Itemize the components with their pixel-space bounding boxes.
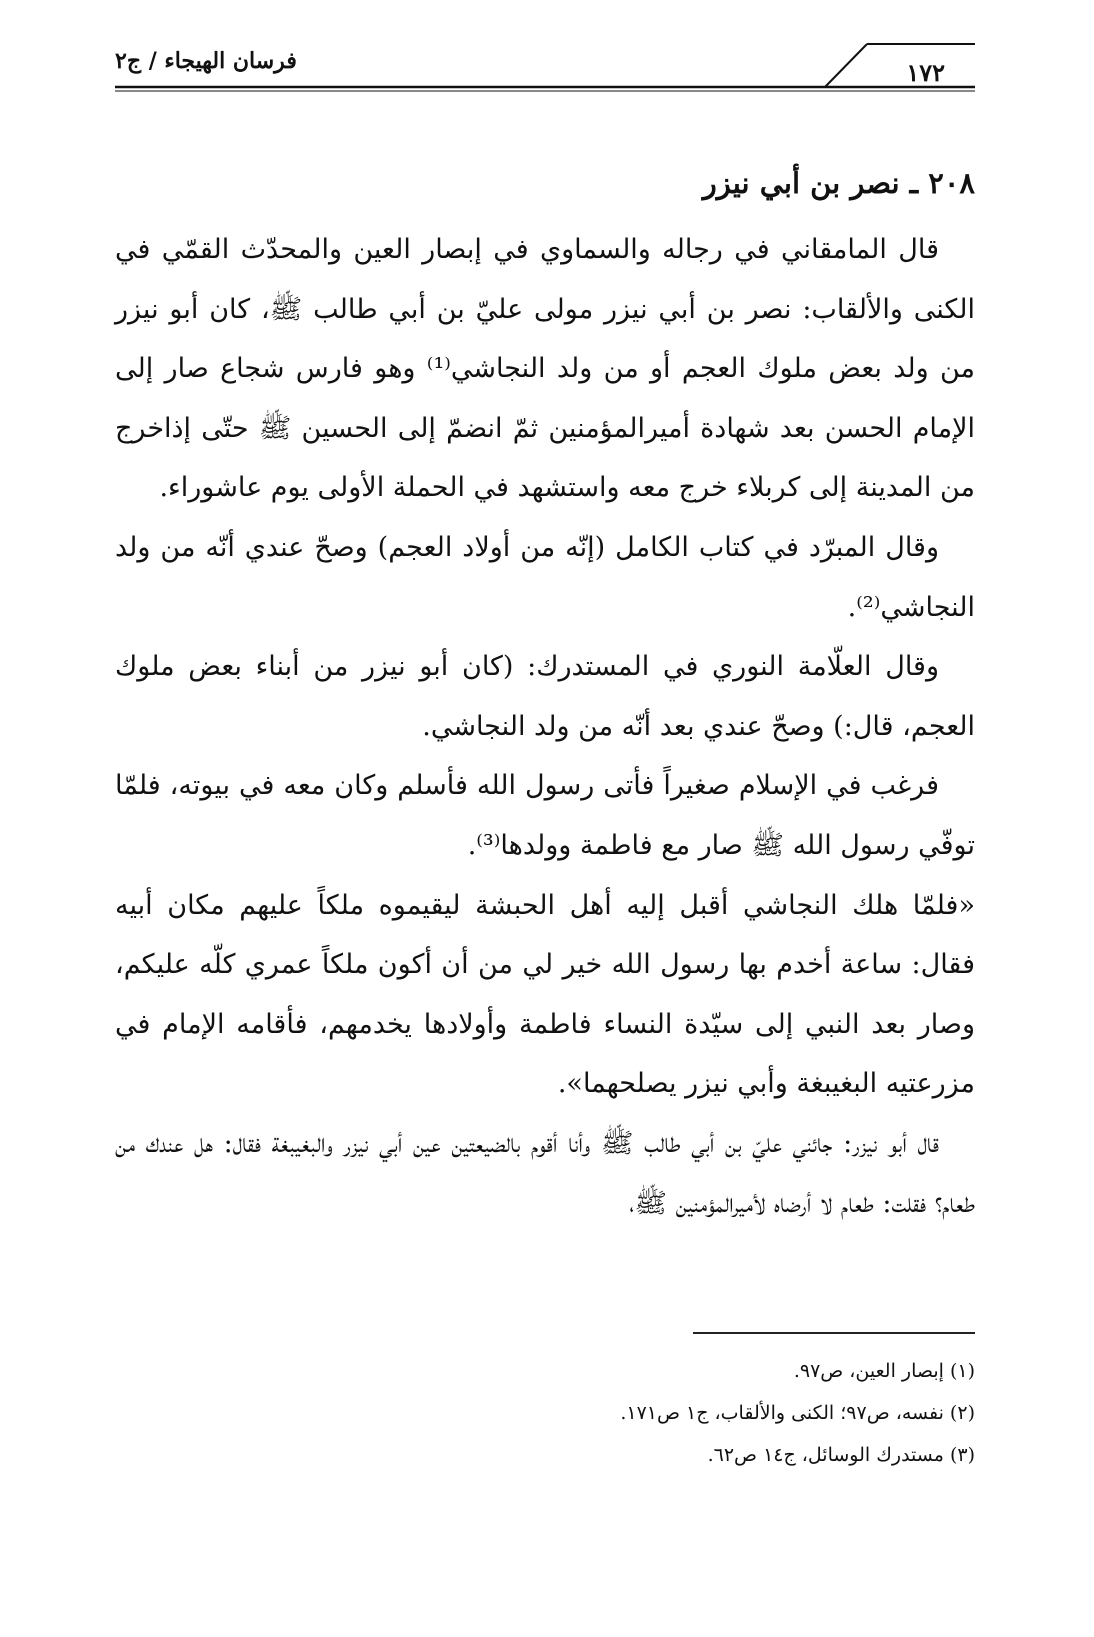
paragraph-3: وقال العلّامة النوري في المستدرك: (كان أبو نيزر من أبناء بعض ملوك العجم، قال:) وصحّ عندي بعد أنّه من ولد النجاشي. — [115, 651, 975, 742]
running-title: فرسان الهيجاء / ج٢ — [115, 48, 297, 74]
footnote-list — [115, 1350, 975, 1476]
section-heading: ٢٠٨ ـ نصر بن أبي نيزر — [702, 166, 975, 200]
paragraph-4: فرغب في الإسلام صغيراً فأتى رسول الله فأسلم وكان معه في بيوته، فلمّا توفّي رسول الله ﷺ صار مع فاطمة وولدها⁽³⁾. — [115, 770, 975, 861]
main-text — [115, 158, 975, 1233]
paragraph-5-quote: «فلمّا هلك النجاشي أقبل إليه أهل الحبشة ليقيموه ملكاً عليهم مكان أبيه فقال: ساعة أخدم بها رسول الله خير لي من أن أكون ملكاً عمري كلّه عليكم، وصار بعد النبي إلى سيّدة النساء فاطمة وأولادها يخدمهم، فأقامه الإمام في مزرعتيه البغيبغة وأبي نيزر يصلحهما». — [115, 889, 975, 1100]
page-number: ١٧٢ — [906, 58, 945, 87]
footnote-1: (١) إبصار العين، ص٩٧. — [793, 1360, 975, 1382]
footnote-3: (٣) مستدرك الوسائل، ج١٤ ص٦٢. — [707, 1444, 975, 1466]
footnote-2: (٢) نفسه، ص٩٧؛ الكنى والألقاب، ج١ ص١٧١. — [620, 1402, 975, 1424]
page-header — [115, 40, 975, 92]
paragraph-2: وقال المبرّد في كتاب الكامل (إنّه من أولاد العجم) وصحّ عندي أنّه من ولد النجاشي⁽²⁾. — [115, 531, 975, 623]
paragraph-6: قال أبو نيزر: جائني عليّ بن أبي طالب ﷺ وأنا أقوم بالضيعتين عين أبي نيزر والبغيبغة فقال: هل عندك من طعام؟ فقلت: طعام لا أرضاه لأميرالمؤمنين ﷺ، — [115, 1127, 975, 1219]
footnote-rule — [693, 1332, 975, 1334]
paragraph-1: قال المامقاني في رجاله والسماوي في إبصار العين والمحدّث القمّي في الكنى والألقاب: نصر بن أبي نيزر مولى عليّ بن أبي طالب ﷺ، كان أبو نيزر من ولد بعض ملوك العجم أو من ولد النجاشي⁽¹⁾ وهو فارس شجاع صار إلى الإمام الحسن بعد شهادة أميرالمؤمنين ثمّ انضمّ إلى الحسين ﷺ حتّى إذاخرج من المدينة إلى كربلاء خرج معه واستشهد في الحملة الأولى يوم عاشوراء. — [115, 234, 976, 504]
